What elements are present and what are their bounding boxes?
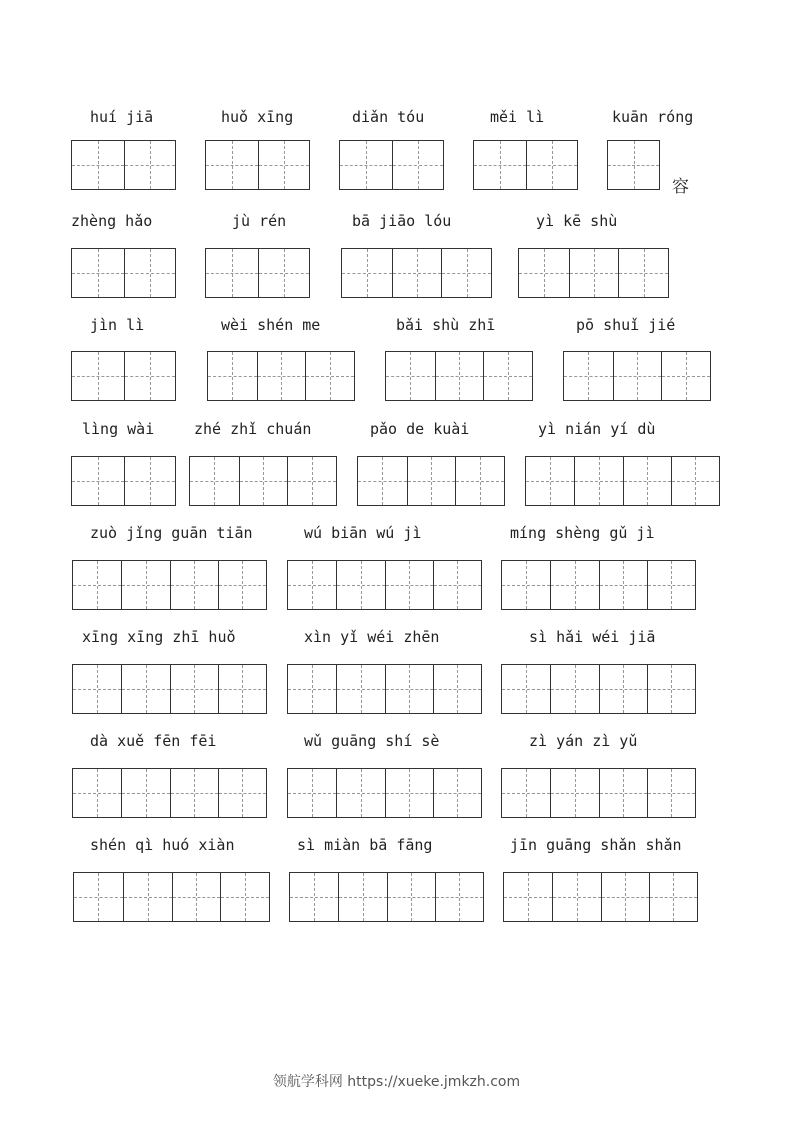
tianzige-cell[interactable] (550, 769, 598, 817)
writing-grid[interactable] (503, 872, 698, 922)
tianzige-cell[interactable] (392, 249, 442, 297)
tianzige-cell[interactable] (220, 873, 269, 921)
tianzige-cell[interactable] (288, 665, 336, 713)
tianzige-cell[interactable] (502, 769, 550, 817)
writing-grid[interactable] (287, 768, 482, 818)
tianzige-cell[interactable] (257, 352, 306, 400)
tianzige-cell[interactable] (72, 352, 124, 400)
tianzige-cell[interactable] (124, 352, 176, 400)
writing-grid[interactable] (207, 351, 355, 401)
writing-grid[interactable] (205, 248, 310, 298)
tianzige-cell[interactable] (608, 141, 659, 189)
pinyin-label: zhé zhǐ chuán (194, 420, 312, 438)
tianzige-cell[interactable] (170, 561, 218, 609)
tianzige-cell[interactable] (385, 561, 433, 609)
tianzige-cell[interactable] (386, 352, 435, 400)
tianzige-cell[interactable] (121, 561, 169, 609)
writing-grid[interactable] (563, 351, 711, 401)
writing-grid[interactable] (501, 664, 696, 714)
tianzige-cell[interactable] (72, 457, 124, 505)
pinyin-label: huǒ xīng (221, 108, 294, 126)
pinyin-label: xìn yǐ wéi zhēn (304, 628, 440, 646)
tianzige-cell[interactable] (613, 352, 662, 400)
pinyin-label: dà xuě fēn fēi (90, 732, 217, 750)
tianzige-cell[interactable] (618, 249, 668, 297)
tianzige-cell[interactable] (74, 873, 123, 921)
tianzige-cell[interactable] (123, 873, 172, 921)
tianzige-cell[interactable] (483, 352, 532, 400)
tianzige-cell[interactable] (647, 561, 695, 609)
pinyin-label: wèi shén me (221, 316, 321, 334)
tianzige-cell[interactable] (336, 561, 384, 609)
pinyin-label: lìng wài (82, 420, 155, 438)
tianzige-cell[interactable] (550, 665, 598, 713)
pinyin-label: yì kē shù (536, 212, 618, 230)
writing-grid[interactable] (71, 248, 176, 298)
tianzige-cell[interactable] (73, 769, 121, 817)
tianzige-cell[interactable] (474, 141, 526, 189)
tianzige-cell[interactable] (502, 665, 550, 713)
tianzige-cell[interactable] (288, 561, 336, 609)
pinyin-label: měi lì (490, 108, 545, 126)
writing-grid[interactable] (501, 768, 696, 818)
writing-grid[interactable] (518, 248, 669, 298)
footer-watermark: 领航学科网 https://xueke.jmkzh.com (272, 1074, 521, 1090)
tianzige-cell[interactable] (385, 769, 433, 817)
tianzige-cell[interactable] (170, 769, 218, 817)
writing-grid[interactable] (71, 456, 176, 506)
tianzige-cell[interactable] (526, 457, 574, 505)
writing-grid[interactable] (607, 140, 660, 190)
pinyin-label: sì miàn bā fāng (297, 836, 433, 854)
tianzige-cell[interactable] (206, 141, 258, 189)
tianzige-cell[interactable] (564, 352, 613, 400)
tianzige-cell[interactable] (336, 769, 384, 817)
tianzige-cell[interactable] (72, 141, 124, 189)
pinyin-label: diǎn tóu (352, 108, 425, 126)
tianzige-cell[interactable] (288, 769, 336, 817)
tianzige-cell[interactable] (190, 457, 239, 505)
tianzige-cell[interactable] (504, 873, 552, 921)
pinyin-label: sì hǎi wéi jiā (529, 628, 656, 646)
tianzige-cell[interactable] (73, 561, 121, 609)
tianzige-cell[interactable] (358, 457, 407, 505)
writing-grid[interactable] (357, 456, 505, 506)
tianzige-cell[interactable] (124, 141, 176, 189)
pinyin-label: zuò jǐng guān tiān (90, 524, 253, 542)
writing-grid[interactable] (501, 560, 696, 610)
pinyin-label: bā jiāo lóu (352, 212, 452, 230)
tianzige-cell[interactable] (407, 457, 456, 505)
tianzige-cell[interactable] (170, 665, 218, 713)
tianzige-cell[interactable] (392, 141, 444, 189)
tianzige-cell[interactable] (385, 665, 433, 713)
tianzige-cell[interactable] (121, 665, 169, 713)
pinyin-label: jù rén (232, 212, 287, 230)
tianzige-cell[interactable] (290, 873, 338, 921)
tianzige-cell[interactable] (287, 457, 336, 505)
tianzige-cell[interactable] (336, 665, 384, 713)
tianzige-cell[interactable] (550, 561, 598, 609)
tianzige-cell[interactable] (387, 873, 435, 921)
tianzige-cell[interactable] (574, 457, 622, 505)
writing-grid[interactable] (287, 664, 482, 714)
writing-grid[interactable] (205, 140, 310, 190)
given-character: 容 (672, 177, 689, 197)
tianzige-cell[interactable] (455, 457, 504, 505)
writing-grid[interactable] (385, 351, 533, 401)
pinyin-label: zì yán zì yǔ (529, 732, 638, 750)
tianzige-cell[interactable] (435, 352, 484, 400)
tianzige-cell[interactable] (72, 249, 124, 297)
tianzige-cell[interactable] (599, 561, 647, 609)
tianzige-cell[interactable] (124, 457, 176, 505)
pinyin-label: pǎo de kuài (370, 420, 470, 438)
writing-grid[interactable] (473, 140, 578, 190)
tianzige-cell[interactable] (73, 665, 121, 713)
pinyin-label: míng shèng gǔ jì (510, 524, 655, 542)
writing-grid[interactable] (339, 140, 444, 190)
writing-grid[interactable] (189, 456, 337, 506)
pinyin-label: pō shuǐ jié (576, 316, 676, 334)
pinyin-label: xīng xīng zhī huǒ (82, 628, 236, 646)
tianzige-cell[interactable] (647, 769, 695, 817)
tianzige-cell[interactable] (124, 249, 176, 297)
tianzige-cell[interactable] (305, 352, 354, 400)
pinyin-label: jīn guāng shǎn shǎn (510, 836, 682, 854)
tianzige-cell[interactable] (526, 141, 578, 189)
pinyin-label: zhèng hǎo (71, 212, 153, 230)
writing-grid[interactable] (71, 140, 176, 190)
writing-grid[interactable] (71, 351, 176, 401)
tianzige-cell[interactable] (433, 665, 481, 713)
tianzige-cell[interactable] (218, 665, 266, 713)
tianzige-cell[interactable] (671, 457, 719, 505)
tianzige-cell[interactable] (258, 249, 310, 297)
tianzige-cell[interactable] (206, 249, 258, 297)
tianzige-cell[interactable] (502, 561, 550, 609)
tianzige-cell[interactable] (569, 249, 619, 297)
writing-grid[interactable] (72, 768, 267, 818)
tianzige-cell[interactable] (218, 561, 266, 609)
pinyin-label: bǎi shù zhī (396, 316, 496, 334)
tianzige-cell[interactable] (433, 769, 481, 817)
pinyin-label: jìn lì (90, 316, 145, 334)
tianzige-cell[interactable] (121, 769, 169, 817)
tianzige-cell[interactable] (218, 769, 266, 817)
writing-grid[interactable] (525, 456, 720, 506)
pinyin-label: yì nián yí dù (538, 420, 656, 438)
tianzige-cell[interactable] (435, 873, 483, 921)
tianzige-cell[interactable] (239, 457, 288, 505)
tianzige-cell[interactable] (433, 561, 481, 609)
tianzige-cell[interactable] (599, 769, 647, 817)
writing-grid[interactable] (72, 664, 267, 714)
pinyin-label: wú biān wú jì (304, 524, 422, 542)
tianzige-cell[interactable] (599, 665, 647, 713)
writing-grid[interactable] (73, 872, 270, 922)
tianzige-cell[interactable] (441, 249, 491, 297)
pinyin-label: wǔ guāng shí sè (304, 732, 440, 750)
tianzige-cell[interactable] (601, 873, 649, 921)
tianzige-cell[interactable] (342, 249, 392, 297)
writing-grid[interactable] (287, 560, 482, 610)
tianzige-cell[interactable] (258, 141, 310, 189)
tianzige-cell[interactable] (208, 352, 257, 400)
pinyin-label: shén qì huó xiàn (90, 836, 235, 854)
tianzige-cell[interactable] (649, 873, 697, 921)
tianzige-cell[interactable] (338, 873, 386, 921)
tianzige-cell[interactable] (519, 249, 569, 297)
writing-grid[interactable] (341, 248, 492, 298)
tianzige-cell[interactable] (340, 141, 392, 189)
tianzige-cell[interactable] (172, 873, 221, 921)
tianzige-cell[interactable] (647, 665, 695, 713)
pinyin-label: huí jiā (90, 108, 154, 126)
writing-grid[interactable] (72, 560, 267, 610)
writing-grid[interactable] (289, 872, 484, 922)
tianzige-cell[interactable] (661, 352, 710, 400)
tianzige-cell[interactable] (623, 457, 671, 505)
pinyin-label: kuān róng (612, 108, 694, 126)
tianzige-cell[interactable] (552, 873, 600, 921)
